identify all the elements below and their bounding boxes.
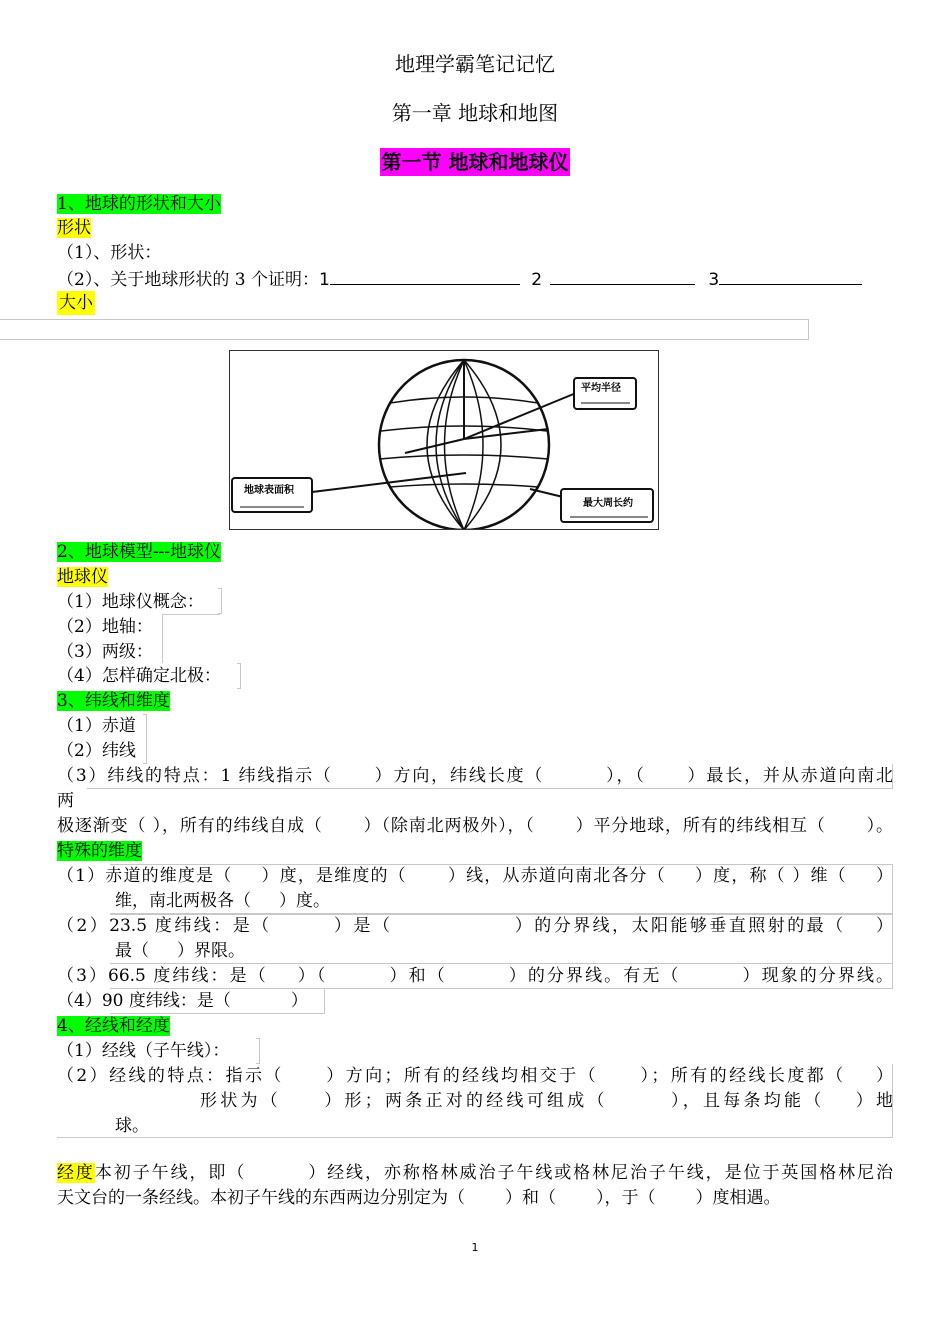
answer-box-axis-poles[interactable] bbox=[162, 614, 220, 663]
heading-globe-model: 2、地球模型---地球仪 bbox=[57, 542, 222, 562]
answer-box-equator-lat[interactable] bbox=[110, 864, 893, 914]
answer-blank-2[interactable] bbox=[550, 266, 695, 285]
question-equator: （1）赤道 bbox=[57, 716, 136, 736]
chapter-title: 第一章 地球和地图 bbox=[391, 101, 559, 125]
meridian-features-line3: 球。 bbox=[115, 1116, 149, 1136]
meridian-features-line1: （2）经线的特点：指示（ ）方向；所有的经线均相交于（ ）；所有的经线长度都（ ） bbox=[57, 1066, 894, 1086]
question-shape: （1）、形状： bbox=[57, 243, 162, 263]
parallel-features-line2: 两 bbox=[57, 791, 74, 811]
question-proofs: （2）、关于地球形状的 3 个证明：1 2 3 bbox=[57, 266, 862, 292]
label-mean-radius: 平均半径 bbox=[581, 383, 621, 394]
page-number: 1 bbox=[471, 1241, 479, 1254]
question-axis: （2）地轴： bbox=[57, 617, 153, 637]
document-title: 地理学霸笔记记忆 bbox=[395, 52, 555, 76]
heading-longitude: 4、经线和经度 bbox=[57, 1016, 170, 1036]
question-parallel: （2）纬线 bbox=[57, 741, 136, 761]
answer-box-meridian-features[interactable] bbox=[57, 1064, 893, 1138]
special-lat-line3: （3）66.5 度纬线：是（ ）（ ）和（ ）的分界线。有无（ ）现象的分界线。 bbox=[57, 966, 894, 986]
answer-box-meridian[interactable] bbox=[256, 1038, 260, 1064]
label-max-circumference: 最大周长约 bbox=[583, 498, 633, 509]
parallel-features-line1: （3）纬线的特点：1 纬线指示（ ）方向，纬线长度（ ），（ ）最长，并从赤道向南北 bbox=[57, 766, 894, 786]
answer-box-north-pole[interactable] bbox=[237, 663, 241, 689]
answer-box-90[interactable] bbox=[110, 989, 325, 1014]
answer-box-size[interactable] bbox=[0, 319, 809, 340]
label-size: 大小 bbox=[59, 293, 93, 313]
label-shape: 形状 bbox=[57, 218, 91, 238]
special-lat-line2b: 最（ ）界限。 bbox=[115, 941, 245, 961]
answer-blank-1[interactable] bbox=[330, 266, 520, 285]
globe-diagram bbox=[230, 351, 658, 529]
answer-box-23-5[interactable] bbox=[110, 914, 893, 964]
special-lat-line2: （2）23.5 度纬线：是（ ）是（ ）的分界线，太阳能够垂直照射的最（ ） bbox=[57, 916, 893, 936]
question-poles: （3）两级： bbox=[57, 642, 153, 662]
label-surface-area: 地球表面积 bbox=[244, 485, 294, 496]
answer-box-66-5[interactable] bbox=[110, 964, 893, 989]
longitude-paragraph-line1: 经度本初子午线，即（ ）经线，亦称格林威治子午线或格林尼治子午线，是位于英国格林尼治 bbox=[57, 1163, 894, 1183]
special-lat-line1: （1）赤道的维度是（ ）度，是维度的（ ）线，从赤道向南北各分（ ）度，称（ ）维（ ） bbox=[57, 866, 894, 886]
heading-latitude: 3、纬线和维度 bbox=[57, 691, 170, 711]
special-lat-line4: （4）90 度纬线：是（ ） bbox=[57, 991, 308, 1011]
label-globe: 地球仪 bbox=[57, 567, 108, 587]
answer-box-equator[interactable] bbox=[143, 714, 147, 764]
parallel-features-line3: 极逐渐变（ ），所有的纬线自成（ ）（除南北两极外），（ ）平分地球，所有的纬线相互（ ）。 bbox=[57, 816, 894, 836]
special-lat-line1b: 维，南北两极各（ ）度。 bbox=[115, 891, 330, 911]
question-meridian: （1）经线（子午线）： bbox=[57, 1041, 230, 1061]
question-globe-concept: （1）地球仪概念： bbox=[57, 592, 204, 612]
earth-size-figure bbox=[229, 350, 659, 530]
section-title-wrap bbox=[0, 150, 950, 174]
answer-box-concept[interactable] bbox=[218, 588, 222, 614]
heading-shape-size: 1、地球的形状和大小 bbox=[57, 194, 221, 214]
answer-box-parallel-features[interactable] bbox=[87, 764, 893, 789]
meridian-features-line2: 形状为（ ）形；两条正对的经线可组成（ ），且每条均能（ ）地 bbox=[200, 1091, 893, 1111]
label-special-latitude: 特殊的维度 bbox=[57, 841, 142, 861]
longitude-paragraph-line2: 天文台的一条经线。本初子午线的东西两边分别定为（ ）和（ ），于（ ）度相遇。 bbox=[57, 1188, 781, 1208]
question-north-pole: （4）怎样确定北极： bbox=[57, 666, 221, 686]
answer-blank-3[interactable] bbox=[719, 266, 862, 285]
section-title: 第一节 地球和地球仪 bbox=[381, 150, 569, 174]
